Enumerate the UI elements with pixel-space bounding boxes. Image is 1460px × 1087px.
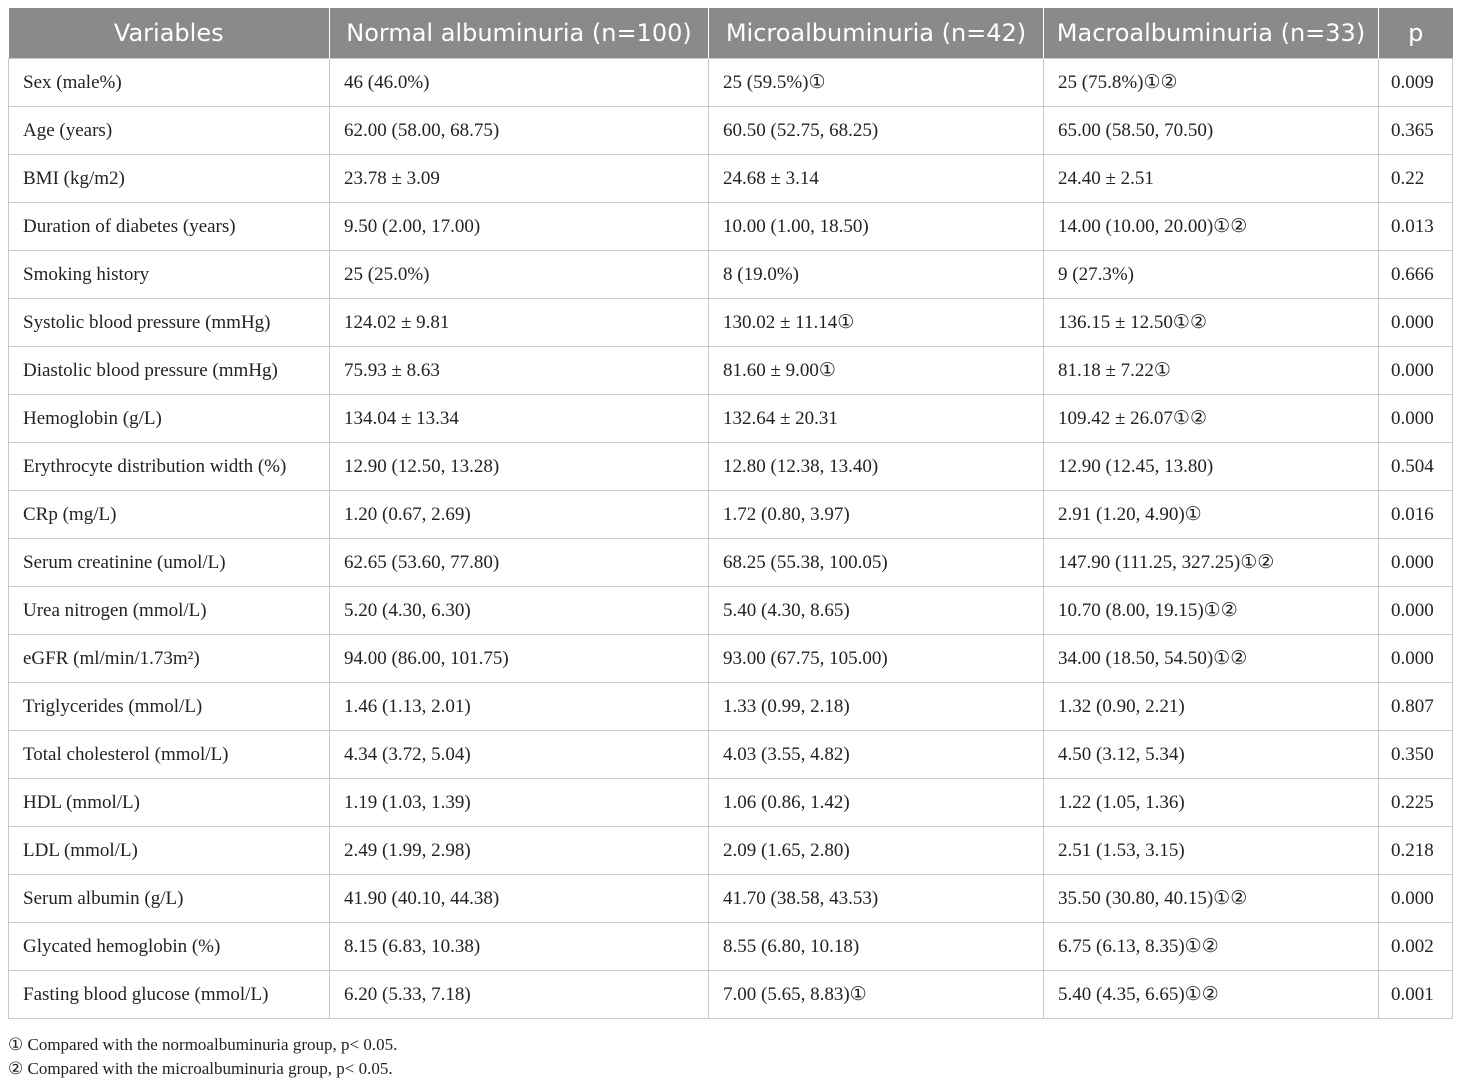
variable-cell: LDL (mmol/L) [9,827,330,875]
table-row [9,587,1453,635]
table-row [9,107,1453,155]
value-cell: 4.34 (3.72, 5.04) [330,731,709,779]
value-cell: 5.40 (4.35, 6.65)①② [1044,971,1379,1019]
variable-cell: Systolic blood pressure (mmHg) [9,299,330,347]
value-cell: 81.18 ± 7.22① [1044,347,1379,395]
value-cell: 23.78 ± 3.09 [330,155,709,203]
value-cell: 1.20 (0.67, 2.69) [330,491,709,539]
p-value-cell: 0.000 [1379,875,1453,923]
table-body [9,59,1453,1019]
value-cell: 8.15 (6.83, 10.38) [330,923,709,971]
value-cell: 8 (19.0%) [709,251,1044,299]
p-value-cell: 0.000 [1379,539,1453,587]
data-table-container [8,8,1452,1019]
table-row [9,683,1453,731]
p-value-cell: 0.009 [1379,59,1453,107]
p-value-cell: 0.001 [1379,971,1453,1019]
variable-cell: Smoking history [9,251,330,299]
variable-cell: Duration of diabetes (years) [9,203,330,251]
column-header-0: Variables [9,8,330,59]
variable-cell: HDL (mmol/L) [9,779,330,827]
table-header-row [9,8,1453,59]
value-cell: 46 (46.0%) [330,59,709,107]
p-value-cell: 0.225 [1379,779,1453,827]
value-cell: 1.46 (1.13, 2.01) [330,683,709,731]
value-cell: 9.50 (2.00, 17.00) [330,203,709,251]
value-cell: 124.02 ± 9.81 [330,299,709,347]
value-cell: 130.02 ± 11.14① [709,299,1044,347]
value-cell: 25 (75.8%)①② [1044,59,1379,107]
value-cell: 134.04 ± 13.34 [330,395,709,443]
variable-cell: Hemoglobin (g/L) [9,395,330,443]
value-cell: 5.20 (4.30, 6.30) [330,587,709,635]
value-cell: 2.51 (1.53, 3.15) [1044,827,1379,875]
value-cell: 136.15 ± 12.50①② [1044,299,1379,347]
footnote-2: ② Compared with the microalbuminuria group, p< 0.05. [8,1059,393,1078]
value-cell: 4.03 (3.55, 4.82) [709,731,1044,779]
value-cell: 12.80 (12.38, 13.40) [709,443,1044,491]
p-value-cell: 0.350 [1379,731,1453,779]
variable-cell: CRp (mg/L) [9,491,330,539]
p-value-cell: 0.504 [1379,443,1453,491]
variable-cell: Fasting blood glucose (mmol/L) [9,971,330,1019]
variable-cell: Serum albumin (g/L) [9,875,330,923]
value-cell: 1.72 (0.80, 3.97) [709,491,1044,539]
table-row [9,155,1453,203]
value-cell: 10.70 (8.00, 19.15)①② [1044,587,1379,635]
value-cell: 35.50 (30.80, 40.15)①② [1044,875,1379,923]
p-value-cell: 0.000 [1379,587,1453,635]
value-cell: 24.68 ± 3.14 [709,155,1044,203]
value-cell: 2.91 (1.20, 4.90)① [1044,491,1379,539]
value-cell: 68.25 (55.38, 100.05) [709,539,1044,587]
value-cell: 7.00 (5.65, 8.83)① [709,971,1044,1019]
table-row [9,875,1453,923]
column-header-3: Macroalbuminuria (n=33) [1044,8,1379,59]
value-cell: 2.09 (1.65, 2.80) [709,827,1044,875]
value-cell: 1.06 (0.86, 1.42) [709,779,1044,827]
column-header-4: p [1379,8,1453,59]
value-cell: 41.70 (38.58, 43.53) [709,875,1044,923]
table-row [9,203,1453,251]
value-cell: 8.55 (6.80, 10.18) [709,923,1044,971]
variable-cell: Total cholesterol (mmol/L) [9,731,330,779]
column-header-1: Normal albuminuria (n=100) [330,8,709,59]
p-value-cell: 0.666 [1379,251,1453,299]
table-row [9,491,1453,539]
p-value-cell: 0.365 [1379,107,1453,155]
table-row [9,59,1453,107]
variable-cell: Serum creatinine (umol/L) [9,539,330,587]
value-cell: 60.50 (52.75, 68.25) [709,107,1044,155]
value-cell: 65.00 (58.50, 70.50) [1044,107,1379,155]
table-footnotes [8,1033,397,1081]
value-cell: 81.60 ± 9.00① [709,347,1044,395]
value-cell: 9 (27.3%) [1044,251,1379,299]
footnote-1: ① Compared with the normoalbuminuria group, p< 0.05. [8,1035,398,1054]
value-cell: 132.64 ± 20.31 [709,395,1044,443]
value-cell: 10.00 (1.00, 18.50) [709,203,1044,251]
value-cell: 24.40 ± 2.51 [1044,155,1379,203]
value-cell: 147.90 (111.25, 327.25)①② [1044,539,1379,587]
value-cell: 12.90 (12.45, 13.80) [1044,443,1379,491]
value-cell: 109.42 ± 26.07①② [1044,395,1379,443]
variable-cell: Triglycerides (mmol/L) [9,683,330,731]
variable-cell: Diastolic blood pressure (mmHg) [9,347,330,395]
value-cell: 1.22 (1.05, 1.36) [1044,779,1379,827]
value-cell: 62.00 (58.00, 68.75) [330,107,709,155]
p-value-cell: 0.000 [1379,635,1453,683]
table-row [9,779,1453,827]
table-row [9,635,1453,683]
p-value-cell: 0.002 [1379,923,1453,971]
value-cell: 12.90 (12.50, 13.28) [330,443,709,491]
value-cell: 1.19 (1.03, 1.39) [330,779,709,827]
value-cell: 75.93 ± 8.63 [330,347,709,395]
p-value-cell: 0.22 [1379,155,1453,203]
variable-cell: Sex (male%) [9,59,330,107]
table-row [9,251,1453,299]
value-cell: 93.00 (67.75, 105.00) [709,635,1044,683]
p-value-cell: 0.000 [1379,299,1453,347]
value-cell: 6.20 (5.33, 7.18) [330,971,709,1019]
table-row [9,971,1453,1019]
column-header-2: Microalbuminuria (n=42) [709,8,1044,59]
p-value-cell: 0.807 [1379,683,1453,731]
value-cell: 4.50 (3.12, 5.34) [1044,731,1379,779]
table-row [9,827,1453,875]
table-row [9,443,1453,491]
value-cell: 34.00 (18.50, 54.50)①② [1044,635,1379,683]
value-cell: 1.32 (0.90, 2.21) [1044,683,1379,731]
p-value-cell: 0.013 [1379,203,1453,251]
value-cell: 25 (25.0%) [330,251,709,299]
p-value-cell: 0.218 [1379,827,1453,875]
value-cell: 6.75 (6.13, 8.35)①② [1044,923,1379,971]
table-row [9,299,1453,347]
table-row [9,731,1453,779]
value-cell: 62.65 (53.60, 77.80) [330,539,709,587]
albuminuria-comparison-table [8,8,1453,1019]
table-row [9,539,1453,587]
table-row [9,347,1453,395]
p-value-cell: 0.016 [1379,491,1453,539]
variable-cell: Urea nitrogen (mmol/L) [9,587,330,635]
variable-cell: Age (years) [9,107,330,155]
p-value-cell: 0.000 [1379,395,1453,443]
table-row [9,395,1453,443]
variable-cell: Glycated hemoglobin (%) [9,923,330,971]
table-row [9,923,1453,971]
variable-cell: Erythrocyte distribution width (%) [9,443,330,491]
value-cell: 25 (59.5%)① [709,59,1044,107]
p-value-cell: 0.000 [1379,347,1453,395]
value-cell: 41.90 (40.10, 44.38) [330,875,709,923]
value-cell: 14.00 (10.00, 20.00)①② [1044,203,1379,251]
variable-cell: BMI (kg/m2) [9,155,330,203]
variable-cell: eGFR (ml/min/1.73m²) [9,635,330,683]
value-cell: 1.33 (0.99, 2.18) [709,683,1044,731]
value-cell: 2.49 (1.99, 2.98) [330,827,709,875]
value-cell: 94.00 (86.00, 101.75) [330,635,709,683]
value-cell: 5.40 (4.30, 8.65) [709,587,1044,635]
